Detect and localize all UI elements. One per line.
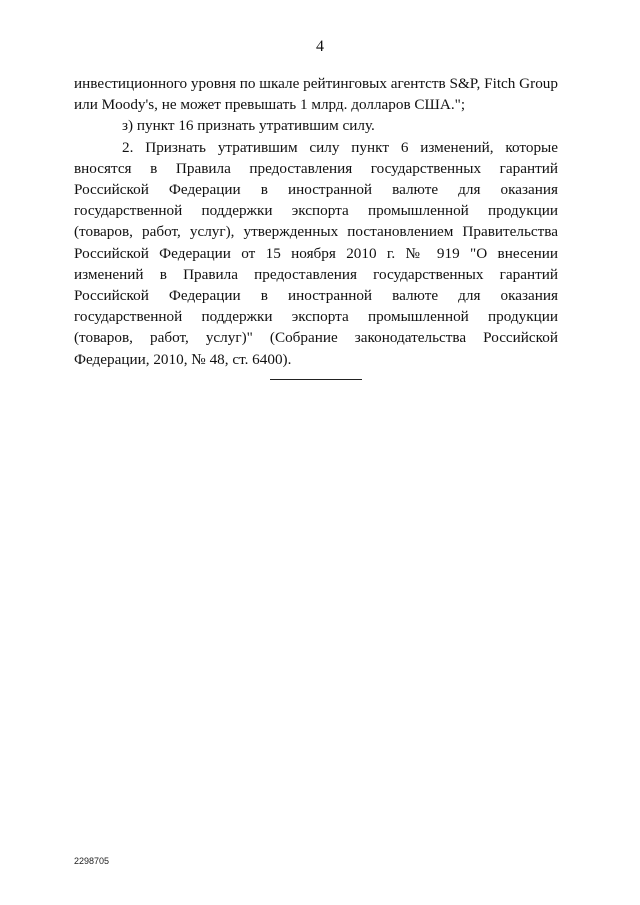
document-id: 2298705 [74, 856, 110, 866]
paragraph-subitem-z: з) пункт 16 признать утратившим силу. [122, 117, 375, 135]
paragraph-continuation: инвестиционного уровня по шкале рейтинговых агентств S&P, Fitch Group или Moody's, не может превышать 1 млрд. долларов США."; [74, 75, 558, 114]
paragraph-item-2: 2. Признать утратившим силу пункт 6 изменений, которые вносятся в Правила предоставления государственных гарантий Российской Федерации в иностранной валюте для оказания государственной поддержки экспорта промышленной продукции (товаров, работ, услуг), утвержденных постановлением Правительства Российской Федерации от 15 ноября 2010 г. № 919 "О внесении изменений в Правила предоставления государственных гарантий Российской Федерации в иностранной валюте для оказания государственной поддержки экспорта промышленной продукции (товаров, работ, услуг)" (Собрание законодательства Российской Федерации, 2010, № 48, ст. 6400). [74, 138, 558, 368]
separator-line [270, 379, 362, 380]
page-number: 4 [316, 38, 324, 55]
document-body [74, 73, 558, 370]
